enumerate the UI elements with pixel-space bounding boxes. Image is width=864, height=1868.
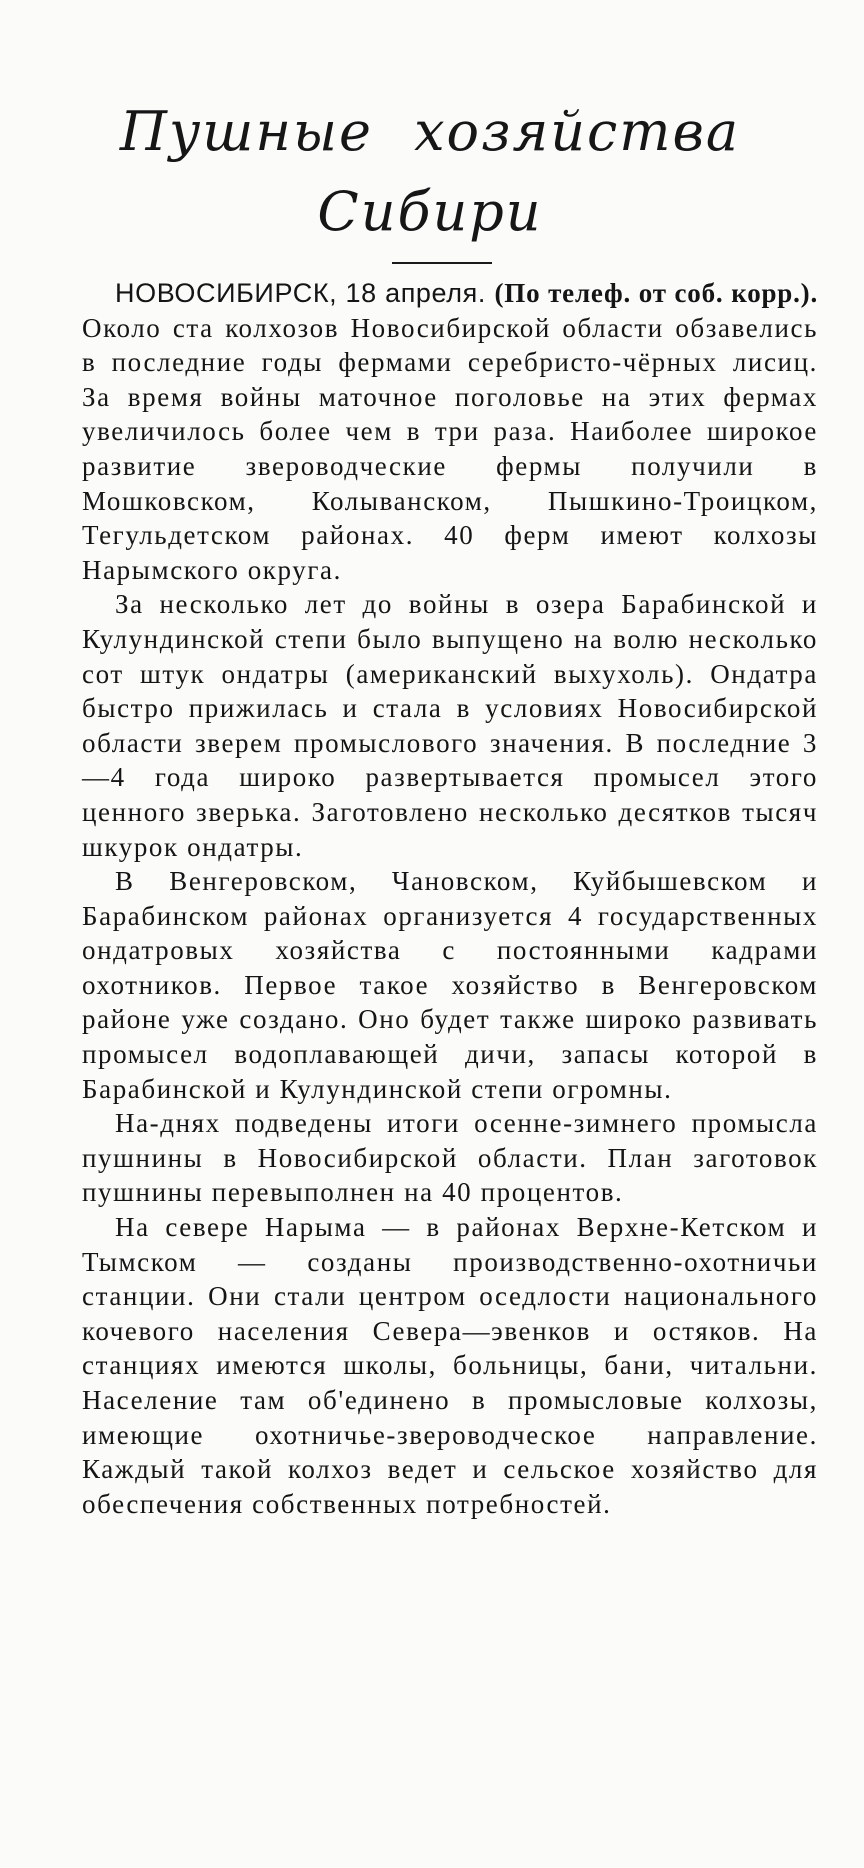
headline-line-2: Сибири — [317, 180, 543, 243]
lead-text: Около ста колхозов Новосибирской области обзавелись в последние годы фермами серебристо-чёрных лисиц. За время войны маточное поголовье на этих фермах увеличилось более чем в три раза. Наиболее широкое развитие звероводческие фермы получили в Мошковском, Колыванском, Пышкино-Троицком, Тегульдетском районах. 40 ферм имеют колхозы Нарымского округа. — [82, 312, 818, 585]
paragraph-results: На-днях подведены итоги осенне-зимнего промысла пушнины в Новосибирской области. План заготовок пушнины перевыполнен на 40 процентов. — [82, 1108, 818, 1208]
lead-paragraph — [82, 276, 818, 587]
article-body — [82, 276, 818, 1521]
headline-divider — [392, 262, 492, 264]
headline-line-1: Пушные хозяйства — [119, 100, 741, 163]
source-credit: (По телеф. от соб. корр.). — [494, 278, 819, 308]
paragraph-state-farms: В Венгеровском, Чановском, Куйбышевском и Барабинском районах организуется 4 государственных ондатровых хозяйства с постоянными кадрами охотников. Первое такое хозяйство в Венгеровском районе уже создано. Оно будет также широко развивать промысел водоплавающей дичи, запасы которой в Барабинской и Кулундинской степи огромны. — [82, 866, 818, 1104]
paragraph-narym: На севере Нарыма — в районах Верхне-Кетском и Тымском — созданы производственно-охотничьи станции. Они стали центром оседлости национального кочевого населения Севера—эвенков и остяков. На станциях имеются школы, больницы, бани, читальни. Население там об'единено в промысловые колхозы, имеющие охотничье-звероводческое направление. Каждый такой колхоз ведет и сельское хозяйство для обеспечения собственных потребностей. — [82, 1212, 818, 1519]
dateline: НОВОСИБИРСК, 18 апреля. — [115, 278, 486, 308]
paragraph-muskrat: За несколько лет до войны в озера Барабинской и Кулундинской степи было выпущено на волю несколько сот штук ондатры (американский выхухоль). Ондатра быстро прижилась и стала в условиях Новосибирской области зверем промыслового значения. В последние 3—4 года широко развертывается промысел этого ценного зверька. Заготовлено несколько десятков тысяч шкурок ондатры. — [82, 589, 818, 862]
